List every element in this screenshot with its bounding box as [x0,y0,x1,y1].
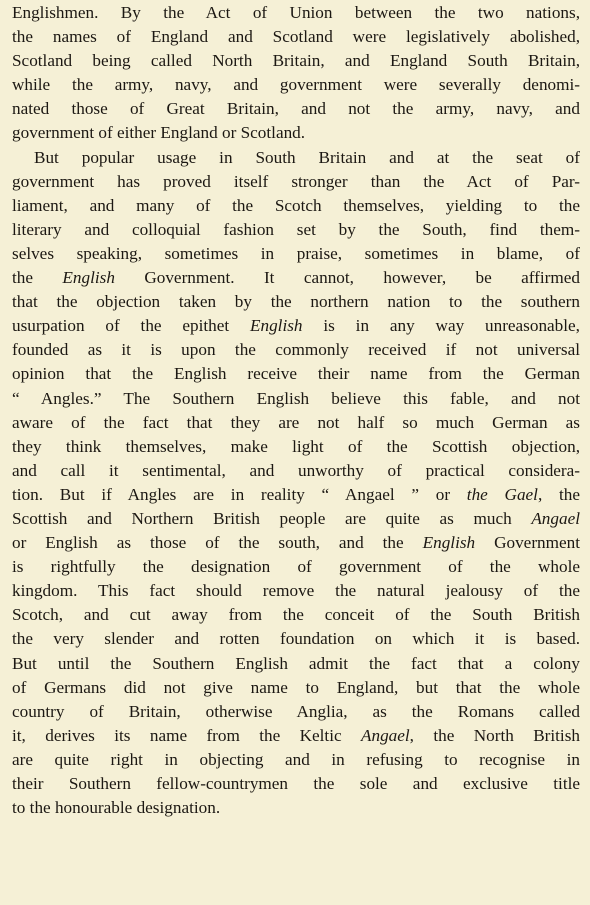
text-line-27: the very slender and rotten foundation on which it is based. [12,629,580,649]
text-line-23: or English as those of the south, and the English Government [12,533,580,553]
text-line-12: the English Government. It cannot, however, be affirmed [12,268,581,288]
text-line-34: to the honourable designation. [12,798,221,818]
text-line-33: their Southern fellow-countrymen the sole and exclusive title [12,774,580,793]
text-line-4: while the army, navy, and government were severally denomi- [12,75,580,95]
text-line-8: government has proved itself stronger than the Act of Par- [12,171,580,191]
text-line-28: But until the Southern English admit the fact that a colony [12,653,580,673]
text-line-21: tion. But if Angles are in reality “ Angael ” or the Gael, the [12,484,580,504]
text-line-18: aware of the fact that they are not half so much German as [12,412,580,432]
text-line-14: usurpation of the epithet English is in any way unreasonable, [12,316,580,336]
text-line-11: selves speaking, sometimes in praise, sometimes in blame, of [12,243,580,263]
text-line-10: literary and colloquial fashion set by the South, find them- [12,219,580,239]
text-line-22: Scottish and Northern British people are quite as much Angael [12,508,580,528]
text-line-6: government of either England or Scotland. [12,123,306,143]
text-line-26: Scotch, and cut away from the conceit of the South British [12,605,580,625]
text-line-13: that the objection taken by the northern nation to the southern [12,292,580,312]
text-line-17: “ Angles.” The Southern English believe this fable, and not [12,388,580,408]
text-line-31: it, derives its name from the Keltic Angael, the North British [12,725,580,745]
paragraph-1 [12,1,580,146]
text-line-5: nated those of Great Britain, and not the army, navy, and [12,99,580,119]
text-line-30: country of Britain, otherwise Anglia, as the Romans called [12,701,580,721]
paragraph-2 [12,146,580,821]
text-line-7: But popular usage in South Britain and at the seat of [34,147,580,167]
text-line-2: the names of England and Scotland were legislatively abolished, [12,27,580,47]
text-line-29: of Germans did not give name to England, but that the whole [12,677,580,697]
text-line-16: opinion that the English receive their name from the German [12,364,580,384]
text-line-20: and call it sentimental, and unworthy of practical considera- [12,460,580,480]
text-line-3: Scotland being called North Britain, and England South Britain, [12,51,580,71]
text-line-9: liament, and many of the Scotch themselves, yielding to the [12,195,580,215]
text-line-19: they think themselves, make light of the Scottish objection, [12,436,580,456]
text-line-25: kingdom. This fact should remove the natural jealousy of the [12,581,580,601]
text-line-1: Englishmen. By the Act of Union between the two nations, [12,3,580,22]
text-line-24: is rightfully the designation of government of the whole [12,557,580,577]
text-line-32: are quite right in objecting and in refusing to recognise in [12,749,580,769]
text-line-15: founded as it is upon the commonly received if not universal [12,340,580,360]
